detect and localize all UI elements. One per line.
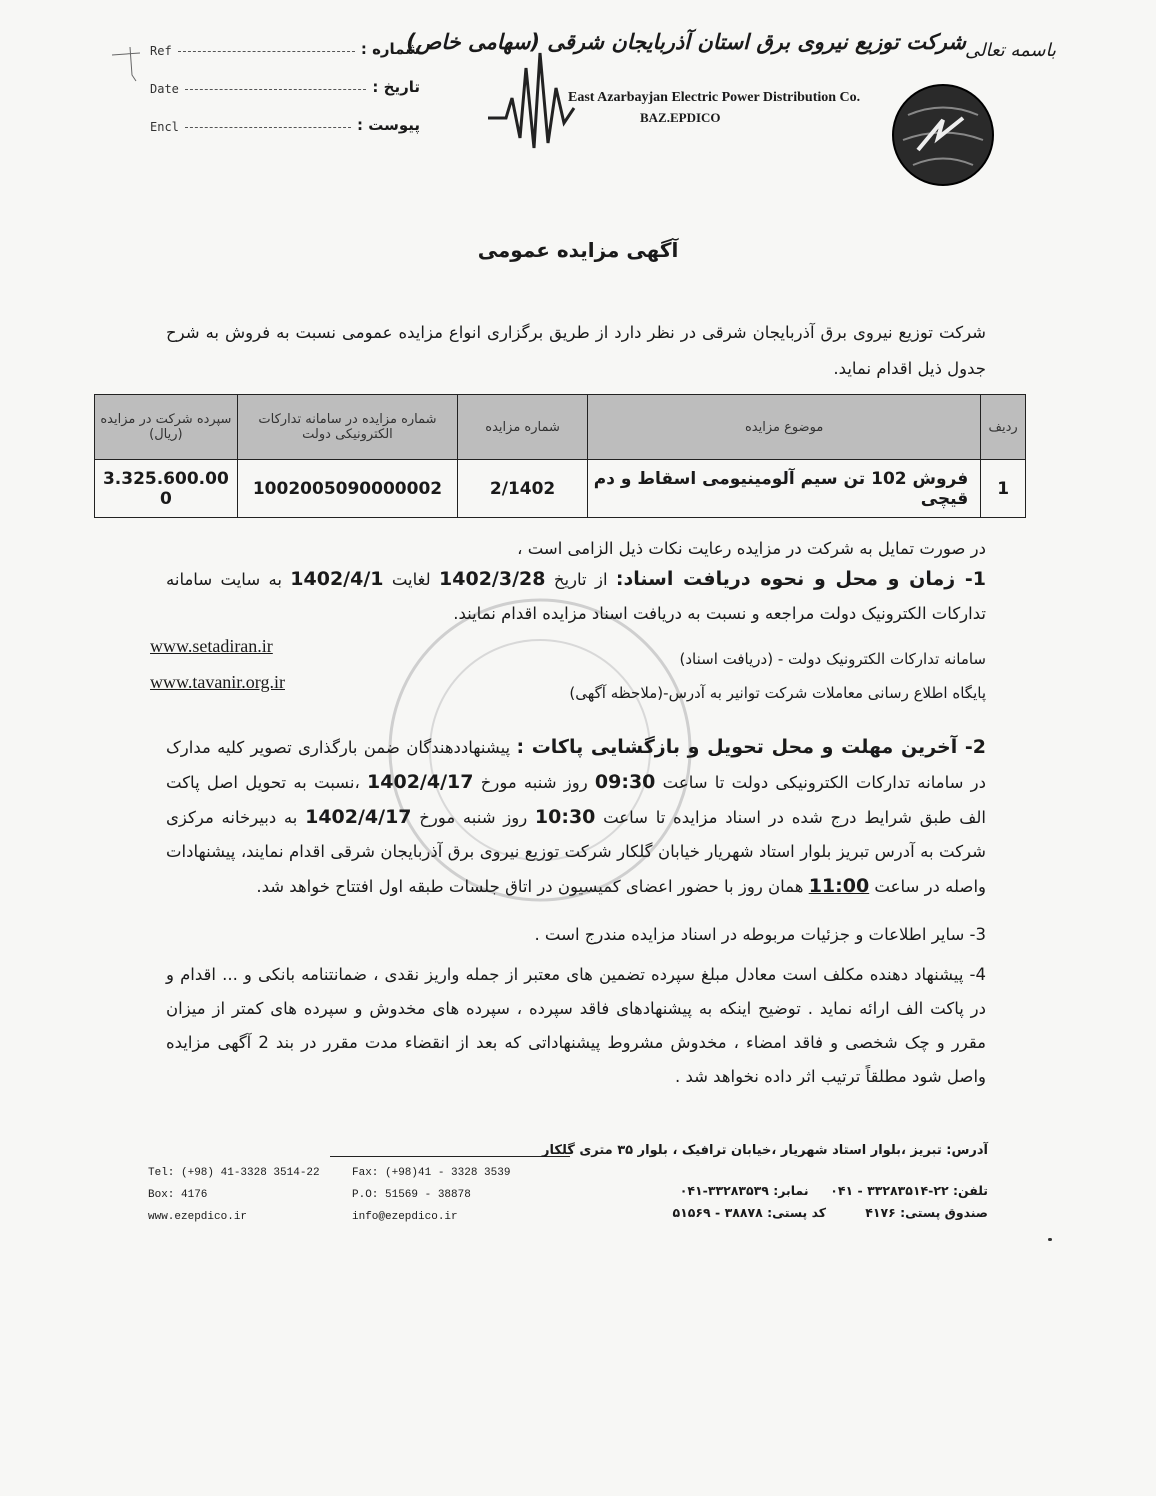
item-4: 4- پیشنهاد دهنده مکلف است معادل مبلغ سپرده تضمین های معتبر از جمله واریز نقدی ، ضمانتنامه بانکی و ... اقدام و در پاکت الف ارائه نماید . توضیح اینکه به پیشنهادهای فاقد سپرده ، سپرده های مخدوش و سپرده های کمتر از میزان مقرر و چک شخصی و فاقد امضاء ، مخدوش مشروط پیشنهاداتی که بعد از انقضاء مدت مقرر در بند 2 آگهی مزایده واصل شود مطلقاً ترتیب اثر داده نخواهد شد . [166,965,987,1086]
header-index: ردیف [981,395,1026,460]
lead-line: در صورت تمایل به شرکت در مزایده رعایت نکات ذیل الزامی است ، [517,539,986,558]
page-title: آگهی مزایده عمومی [477,238,679,262]
footer-rule [330,1156,570,1157]
setadiran-link[interactable]: www.setadiran.ir [150,636,273,656]
header-deposit: سپرده شرکت در مزایده (ریال) [95,395,238,460]
auction-table [94,394,1026,518]
cell-system-no: 1002005090000002 [237,460,457,518]
header-system-no: شماره مزایده در سامانه تدارکات الکترونیکی دولت [237,395,457,460]
ink-speck [1048,1238,1052,1241]
intro-paragraph: شرکت توزیع نیروی برق آذربایجان شرقی در نظر دارد از طریق برگزاری انواع مزایده عمومی نسبت به فروش به شرح جدول ذیل اقدام نماید. [166,323,986,378]
site-label-1: سامانه تدارکات الکترونیک دولت - (دریافت اسناد) [679,650,986,668]
attachment-code: Encl [150,120,179,134]
bismillah: باسمه تعالی [964,40,1056,61]
attachment-row [150,96,420,134]
company-name-en: East Azarbayjan Electric Power Distribution Co. [568,90,861,105]
footer-address: آدرس: تبریز ،بلوار استاد شهریار ،خیابان ترافیک ، بلوار ۳۵ متری گلکار [542,1143,988,1158]
item-1-date-from: 1402/3/28 [439,568,546,590]
header-subject: موضوع مزایده [587,395,980,460]
power-wave-logo [486,48,576,158]
cell-deposit: 3.325.600.00 0 [95,460,238,518]
number-row [150,20,420,58]
cell-auction-no: 2/1402 [458,460,588,518]
date-row [150,58,420,96]
table-row [95,460,1026,518]
item-1: 1- زمان و محل و نحوه دریافت اسناد: از تاریخ 1402/3/28 لغایت 1402/4/1 به سایت سامانه تدارکات الکترونیک دولت مراجعه و نسبت به دریافت اسناد مزایده اقدام نمایند. [166,568,987,623]
date-code: Date [150,82,179,96]
company-abbr: BAZ.EPDICO [640,110,721,125]
attachment-label: پیوست : [356,116,420,134]
letter-meta [150,20,420,134]
footer-contact-en-1: Tel: (+98) 41-3328 3514-22 Box: 4176 www.ezepdico.ir [148,1167,320,1223]
site-list [466,642,986,710]
date-label: تاریخ : [372,78,420,96]
item-1-date-to: 1402/4/1 [290,568,384,590]
item-2: 2- آخرین مهلت و محل تحویل و بازگشایی پاکات : پیشنهاددهندگان ضمن بارگذاری تصویر کلیه مدارک در سامانه تدارکات الکترونیکی دولت تا ساعت 09:30 روز شنبه مورخ 1402/4/17 ،نسبت به تحویل اصل پاکت الف طبق شرایط درج شده در اسناد مزایده تا ساعت 10:30 روز شنبه مورخ 1402/4/17 به دبیرخانه مرکزی شرکت به آدرس تبریز بلوار استاد شهریار خیابان گلکار شرکت توزیع نیروی برق آذربایجان شرقی اقدام نمایند، پیشنهادات واصله در ساعت 11:00 همان روز با حضور اعضای کمیسیون در اتاق جلسات طبقه اول افتتاح خواهد شد. [166,736,986,897]
item-1-heading: 1- زمان و محل و نحوه دریافت اسناد: [615,568,987,590]
item-3: 3- سایر اطلاعات و جزئیات مربوطه در اسناد مزایده مندرج است . [534,925,986,944]
footer-contact-fa: تلفن: ۲۲-۳۳۲۸۳۵۱۴ - ۰۴۱ نمابر: ۳۳۲۸۳۵۳۹-۰۴۱ صندوق پستی: ۴۱۷۶ کد پستی: ۳۸۸۷۸ - ۵۱۵۶۹ [672,1183,988,1220]
tavanir-link[interactable]: www.tavanir.org.ir [150,672,285,692]
company-globe-logo [888,80,998,190]
company-name-fa: شرکت توزیع نیروی برق استان آذربایجان شرقی (سهامی خاص) [406,30,966,54]
pen-mark [110,45,160,85]
cell-index: 1 [981,460,1026,518]
number-label: شماره : [360,40,420,58]
footer-contact-en-2: Fax: (+98)41 - 3328 3539 P.O: 51569 - 38878 info@ezepdico.ir [352,1167,511,1223]
cell-subject: فروش 102 تن سیم آلومینیومی اسقاط و دم قیچی [587,460,980,518]
header-auction-no: شماره مزایده [458,395,588,460]
number-code: Ref [150,44,172,58]
item-2-heading: 2- آخرین مهلت و محل تحویل و بازگشایی پاکات : [516,736,986,758]
site-label-2: پایگاه اطلاع رسانی معاملات شرکت توانیر به آدرس-(ملاحظه آگهی) [569,684,986,702]
